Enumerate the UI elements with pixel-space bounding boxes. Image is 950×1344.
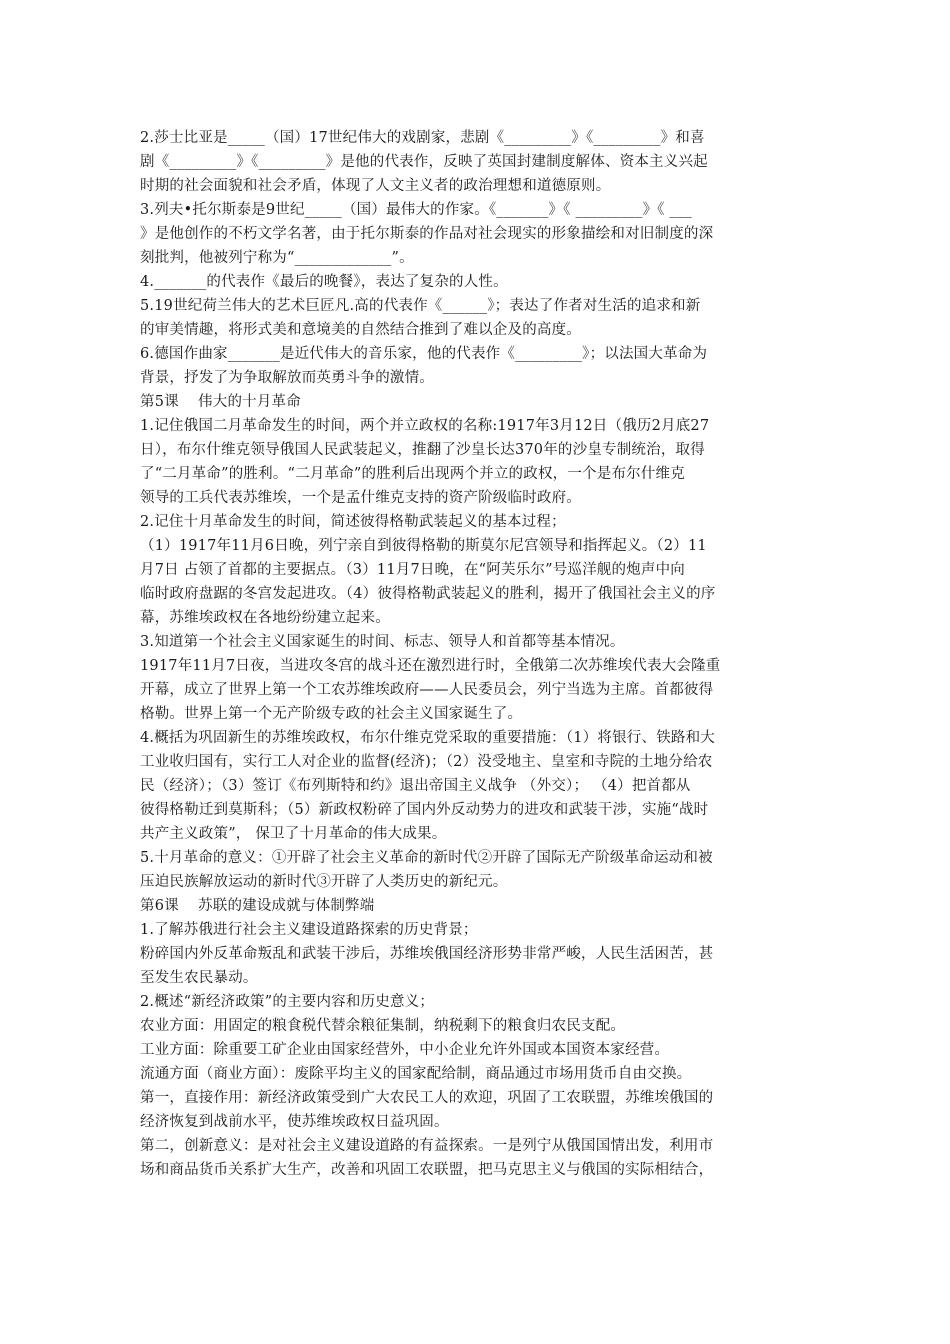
text-line: 了“二月革命”的胜利。“二月革命”的胜利后出现两个并立的政权，一个是布尔什维克: [140, 466, 685, 482]
text-line: 4._______的代表作《最后的晚餐》，表达了复杂的人性。: [140, 274, 508, 290]
text-line: 第一，直接作用：新经济政策受到广大农民工人的欢迎，巩固了工农联盟，苏维埃俄国的: [140, 1090, 714, 1106]
text-line: 农业方面：用固定的粮食税代替余粮征集制，纳税剩下的粮食归农民支配。: [140, 1018, 626, 1034]
text-line: （1）1917年11月6日晚，列宁亲自到彼得格勒的斯莫尔尼宫领导和指挥起义。（2）11: [140, 538, 707, 554]
text-line: 经济恢复到战前水平，使苏维埃政权日益巩固。: [140, 1114, 449, 1130]
text-line: 工业收归国有，实行工人对企业的监督(经济)；（2）没受地主、皇室和寺院的土地分给农: [140, 754, 713, 770]
text-line: 的审美情趣，将形式美和意境美的自然结合推到了难以企及的高度。: [140, 322, 581, 338]
text-line: 3.列夫•托尔斯泰是9世纪_____（国）最伟大的作家。《_______》《 _________》《 ___: [140, 202, 692, 218]
text-line: 1917年11月7日夜，当进攻冬宫的战斗还在激烈进行时，全俄第二次苏维埃代表大会隆重: [140, 658, 721, 674]
document-page: [140, 126, 812, 1182]
text-line: 1.记住俄国二月革命发生的时间，两个并立政权的名称:1917年3月12日（俄历2月底27: [140, 418, 710, 434]
section-heading: 第6课 苏联的建设成就与体制弊端: [140, 898, 375, 914]
text-line: 5.19世纪荷兰伟大的艺术巨匠凡.高的代表作《______》；表达了作者对生活的追求和新: [140, 298, 701, 314]
text-line: 2.莎士比亚是_____（国）17世纪伟大的戏剧家，悲剧《_________》《_________》和喜: [140, 130, 705, 146]
text-line: 时期的社会面貌和社会矛盾，体现了人文主义者的政治理想和道德原则。: [140, 178, 611, 194]
text-line: 第二，创新意义：是对社会主义建设道路的有益探索。一是列宁从俄国国情出发，利用市: [140, 1138, 714, 1154]
text-line: 背景，抒发了为争取解放而英勇斗争的激情。: [140, 370, 434, 386]
text-line: 共产主义政策”， 保卫了十月革命的伟大成果。: [140, 826, 447, 842]
text-line: 剧《_________》《_________》是他的代表作，反映了英国封建制度解体、资本主义兴起: [140, 154, 708, 170]
text-line: 月7日 占领了首都的主要据点。（3）11月7日晚，在“阿芙乐尔”号巡洋舰的炮声中向: [140, 562, 686, 578]
text-line: 格勒。世界上第一个无产阶级专政的社会主义国家诞生了。: [140, 706, 523, 722]
text-line: 刻批判，他被列宁称为“_____________”。: [140, 250, 414, 266]
text-line: 流通方面（商业方面）：废除平均主义的国家配给制，商品通过市场用货币自由交换。: [140, 1066, 692, 1082]
text-line: 幕，苏维埃政权在各地纷纷建立起来。: [140, 610, 390, 626]
text-line: 粉碎国内外反革命叛乱和武装干涉后，苏维埃俄国经济形势非常严峻，人民生活困苦，甚: [140, 946, 714, 962]
text-line: 日），布尔什维克领导俄国人民武装起义，推翻了沙皇长达370年的沙皇专制统治，取得: [140, 442, 705, 458]
section-heading: 第5课 伟大的十月革命: [140, 394, 301, 410]
text-line: 2.概述“新经济政策”的主要内容和历史意义；: [140, 994, 435, 1010]
text-line: 1.了解苏俄进行社会主义建设道路探索的历史背景；: [140, 922, 478, 938]
text-line: 至发生农民暴动。: [140, 970, 258, 986]
text-line: 3.知道第一个社会主义国家诞生的时间、标志、领导人和首都等基本情况。: [140, 634, 625, 650]
text-line: 场和商品货币关系扩大生产，改善和巩固工农联盟，把马克思主义与俄国的实际相结合，: [140, 1162, 714, 1178]
text-line: 工业方面：除重要工矿企业由国家经营外，中小企业允许外国或本国资本家经营。: [140, 1042, 670, 1058]
text-line: 临时政府盘踞的冬宫发起进攻。（4）彼得格勒武装起义的胜利，揭开了俄国社会主义的序: [140, 586, 716, 602]
text-line: 领导的工兵代表苏维埃，一个是孟什维克支持的资产阶级临时政府。: [140, 490, 581, 506]
text-line: 》是他创作的不朽文学名著，由于托尔斯泰的作品对社会现实的形象描绘和对旧制度的深: [140, 226, 714, 242]
text-line: 6.德国作曲家_______是近代伟大的音乐家，他的代表作《_________》；以法国大革命为: [140, 346, 708, 362]
text-line: 4.概括为巩固新生的苏维埃政权，布尔什维克党采取的重要措施：（1）将银行、铁路和大: [140, 730, 716, 746]
text-line: 5.十月革命的意义：①开辟了社会主义革命的新时代②开辟了国际无产阶级革命运动和被: [140, 850, 713, 866]
text-line: 开幕，成立了世界上第一个工农苏维埃政府——人民委员会，列宁当选为主席。首都彼得: [140, 682, 714, 698]
text-line: 彼得格勒迁到莫斯科；（5）新政权粉碎了国内外反动势力的进攻和武装干涉，实施“战时: [140, 802, 709, 818]
text-line: 2.记住十月革命发生的时间，简述彼得格勒武装起义的基本过程；: [140, 514, 566, 530]
text-line: 压迫民族解放运动的新时代③开辟了人类历史的新纪元。: [140, 874, 508, 890]
text-line: 民（经济）；（3）签订《布列斯特和约》退出帝国主义战争 （外交）； （4）把首都从: [140, 778, 691, 794]
